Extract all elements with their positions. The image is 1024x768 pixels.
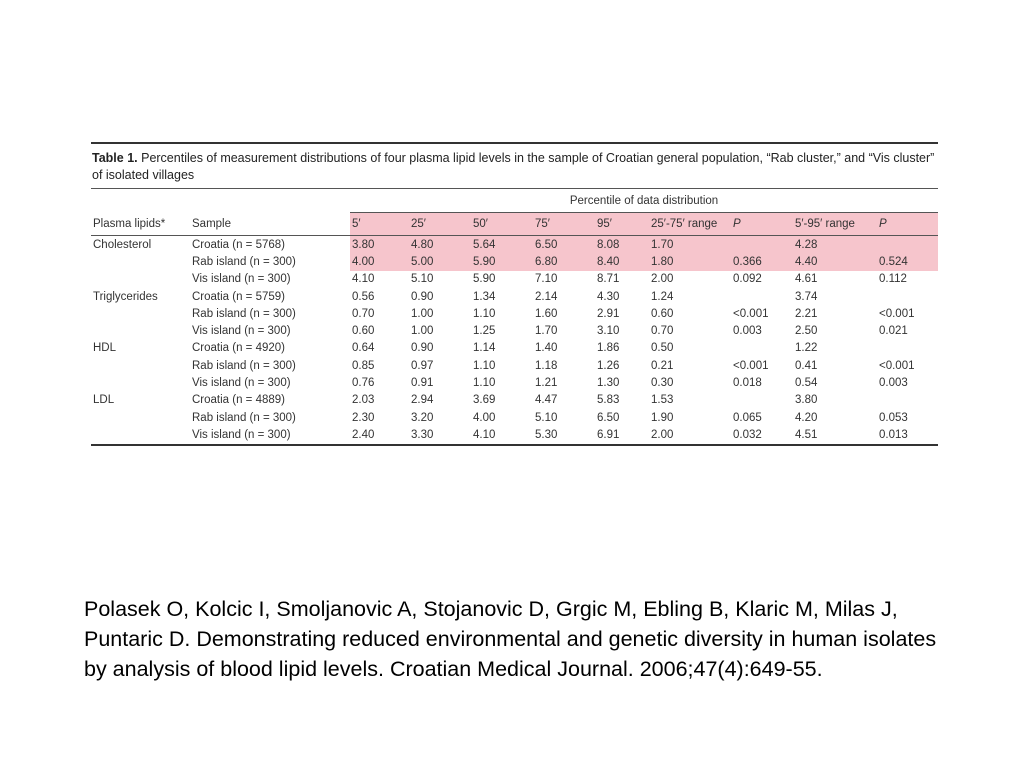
value-cell: 0.76 [352,377,375,390]
value-cell: 3.10 [597,325,620,338]
table-row [91,374,938,391]
value-cell: 3.69 [473,394,496,407]
value-cell: 1.21 [535,377,558,390]
table-row [91,288,938,305]
value-cell: 1.70 [649,236,731,254]
value-cell: 3.20 [411,411,434,424]
column-header: 75′ [533,213,595,236]
value-cell: 0.366 [731,253,793,270]
table-row [91,409,938,426]
value-cell: 2.00 [651,273,674,286]
sample-cell: Vis island (n = 300) [192,325,291,338]
value-cell: 0.053 [879,411,908,424]
value-cell: 5.30 [533,426,595,444]
column-header: 50′ [471,213,533,236]
value-cell: 0.003 [879,377,908,390]
value-cell: 0.032 [731,426,793,444]
value-cell: 4.00 [350,253,409,270]
value-cell: 6.50 [597,411,620,424]
lipid-name-cell: Cholesterol [93,238,152,251]
column-header-row [91,213,938,236]
lipid-name-cell [91,253,190,270]
sample-cell: Rab island (n = 300) [192,359,296,372]
value-cell: 5.83 [597,394,620,407]
value-cell [731,392,793,409]
value-cell: 1.14 [473,342,496,355]
value-cell: 0.524 [877,253,927,270]
sample-cell: Vis island (n = 300) [192,273,291,286]
value-cell: 2.50 [795,325,818,338]
value-cell: 7.10 [535,273,558,286]
value-cell: 8.71 [597,273,620,286]
row-padding-cell [927,340,938,357]
value-cell: 3.80 [795,394,818,407]
table-row [91,357,938,374]
row-padding-cell [927,426,938,444]
value-cell: 2.14 [535,290,558,303]
lipid-name-cell [91,305,190,322]
value-cell: 1.00 [411,325,434,338]
value-cell: 0.97 [411,359,434,372]
value-cell: 1.10 [473,359,496,372]
value-cell: 1.00 [411,307,434,320]
row-padding-cell [927,392,938,409]
value-cell: 5.90 [471,253,533,270]
column-header: 5′ [350,213,409,236]
value-cell: <0.001 [879,359,915,372]
value-cell: 1.25 [473,325,496,338]
value-cell: 6.91 [595,426,649,444]
value-cell: 2.00 [649,426,731,444]
row-padding-cell [927,322,938,339]
value-cell: 4.10 [471,426,533,444]
value-cell: 1.18 [535,359,558,372]
value-cell: 3.74 [795,290,818,303]
value-cell [731,340,793,357]
value-cell: 5.64 [471,236,533,254]
value-cell: 4.00 [473,411,496,424]
value-cell [731,288,793,305]
value-cell: 0.112 [879,273,907,286]
value-cell: 0.85 [352,359,375,372]
lipid-percentile-table [91,189,938,446]
value-cell: 6.50 [533,236,595,254]
value-cell: 0.90 [411,342,434,355]
value-cell: 4.61 [795,273,818,286]
lipid-table-block [91,142,938,446]
row-padding-cell [927,253,938,270]
sample-cell: Vis island (n = 300) [192,377,291,390]
column-header: 5′-95′ range [793,213,877,236]
lipid-name-cell: Triglycerides [93,290,158,303]
value-cell: 0.90 [411,290,434,303]
column-header: P [877,213,927,236]
value-cell: 0.092 [733,273,762,286]
value-cell: 2.91 [597,307,620,320]
table-row [91,340,938,357]
table-caption-label: Table 1. [92,151,138,165]
value-cell: 4.30 [597,290,620,303]
lipid-name-cell [91,357,190,374]
value-cell: 0.50 [651,342,674,355]
row-padding-cell [927,305,938,322]
sample-cell: Rab island (n = 300) [192,255,296,268]
value-cell: 2.30 [352,411,375,424]
value-cell: 1.24 [651,290,674,303]
column-header: 95′ [595,213,649,236]
value-cell: 0.60 [352,325,375,338]
value-cell: 3.80 [350,236,409,254]
column-header: Sample [190,213,350,236]
table-row [91,322,938,339]
value-cell: <0.001 [879,307,915,320]
row-padding-cell [927,374,938,391]
value-cell: 0.91 [411,377,434,390]
value-cell: 1.90 [651,411,674,424]
sample-cell: Croatia (n = 5768) [192,238,286,251]
lipid-name-cell [91,322,190,339]
row-padding-cell [927,288,938,305]
citation-text: Polasek O, Kolcic I, Smoljanovic A, Stojanovic D, Grgic M, Ebling B, Klaric M, Milas J, Puntaric D. Demonstrating reduced environmental and genetic diversity in human isolates by analysis of blood lipid levels. Croatian Medical Journal. 2006;47(4):649-55. [84,597,937,681]
sample-cell: Croatia (n = 5759) [192,290,286,303]
value-cell [877,236,927,254]
table-row [91,271,938,288]
row-padding-cell [927,236,938,254]
super-header-row [91,189,938,213]
value-cell: 0.30 [651,377,674,390]
sample-cell: Rab island (n = 300) [192,411,296,424]
value-cell: 1.26 [597,359,620,372]
table-row [91,426,938,444]
value-cell: 2.21 [795,307,818,320]
value-cell [877,340,927,357]
value-cell: 1.34 [473,290,496,303]
value-cell: 1.60 [535,307,558,320]
value-cell: 0.021 [879,325,908,338]
value-cell: 5.00 [409,253,471,270]
value-cell: 0.41 [795,359,818,372]
value-cell: 4.51 [793,426,877,444]
lipid-name-cell: HDL [93,342,117,355]
value-cell: 1.53 [651,394,674,407]
lipid-name-cell [91,426,190,444]
value-cell: 5.10 [535,411,558,424]
value-cell: 8.08 [595,236,649,254]
column-header: Plasma lipids* [91,213,190,236]
value-cell: 0.018 [733,377,762,390]
value-cell: 4.80 [409,236,471,254]
lipid-name-cell: LDL [93,394,115,407]
sample-cell: Croatia (n = 4889) [192,394,286,407]
value-cell: 0.21 [651,359,674,372]
value-cell: 0.64 [352,342,375,355]
value-cell: 4.10 [352,273,375,286]
column-header: P [731,213,793,236]
value-cell: 0.56 [352,290,375,303]
value-cell: 1.86 [597,342,620,355]
value-cell: 2.03 [352,394,375,407]
value-cell: 1.40 [535,342,558,355]
value-cell [877,288,927,305]
value-cell: 0.065 [733,411,762,424]
sample-cell: Vis island (n = 300) [190,426,350,444]
value-cell: 0.70 [352,307,375,320]
value-cell: 1.70 [535,325,558,338]
value-cell: 1.10 [473,377,496,390]
value-cell: 6.80 [533,253,595,270]
value-cell: 1.10 [473,307,496,320]
value-cell [877,392,927,409]
table-caption-text: Percentiles of measurement distributions of four plasma lipid levels in the sample of Croatian general population, “Rab cluster,” and “Vis cluster” of isolated villages [92,151,935,182]
table-row [91,392,938,409]
table-row [91,305,938,322]
sample-cell: Croatia (n = 4920) [192,342,286,355]
row-padding-cell [927,409,938,426]
value-cell: 2.40 [350,426,409,444]
value-cell [731,236,793,254]
table-caption [91,144,938,186]
value-cell: 1.30 [597,377,620,390]
percentile-super-header: Percentile of data distribution [350,189,938,213]
sample-cell: Rab island (n = 300) [192,307,296,320]
value-cell: 1.80 [649,253,731,270]
column-header: 25′ [409,213,471,236]
value-cell: 3.30 [409,426,471,444]
lipid-name-cell [91,271,190,288]
value-cell: 0.54 [795,377,818,390]
lipid-name-cell [91,409,190,426]
value-cell: 0.60 [651,307,674,320]
value-cell: 4.40 [793,253,877,270]
table-row [91,253,938,270]
value-cell: <0.001 [733,359,769,372]
value-cell: 0.003 [733,325,762,338]
value-cell: 4.47 [535,394,558,407]
value-cell: 0.013 [877,426,927,444]
value-cell: 8.40 [595,253,649,270]
value-cell: 4.28 [793,236,877,254]
value-cell: 0.70 [651,325,674,338]
value-cell: 4.20 [795,411,818,424]
row-padding-cell [927,357,938,374]
row-padding-cell [927,271,938,288]
value-cell: <0.001 [733,307,769,320]
value-cell: 2.94 [411,394,434,407]
value-cell: 5.10 [411,273,434,286]
lipid-name-cell [91,374,190,391]
column-header: 25′-75′ range [649,213,731,236]
table-row [91,236,938,254]
value-cell: 5.90 [473,273,496,286]
value-cell: 1.22 [795,342,818,355]
